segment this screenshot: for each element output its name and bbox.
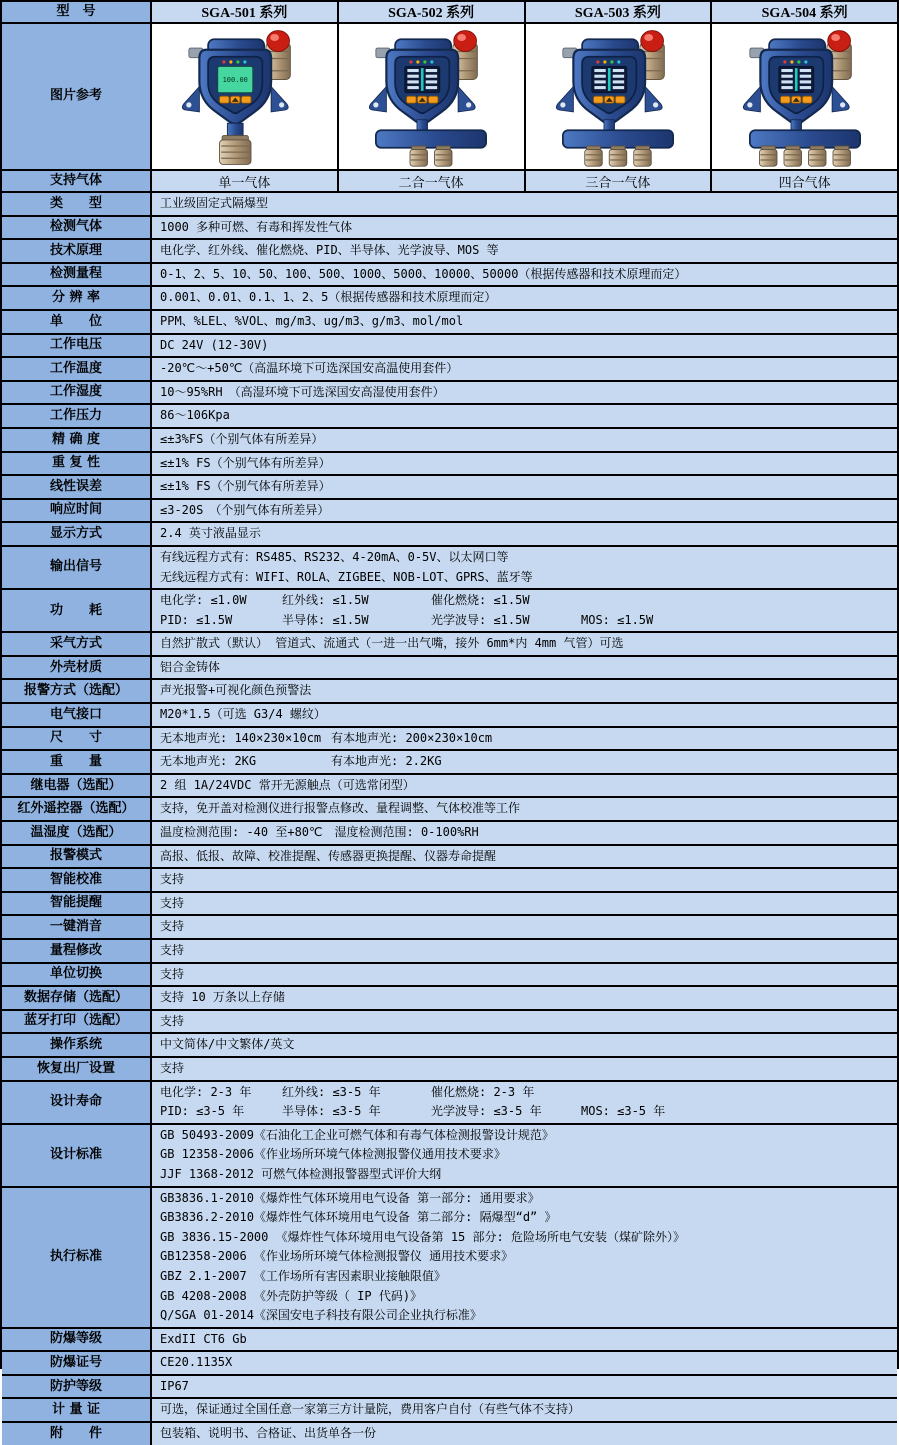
spec-label: 一键消音 [2,916,152,938]
spec-value [152,523,897,545]
spec-label: 单位切换 [2,964,152,986]
spec-value-line: Q/SGA 01-2014《深国安电子科技有限公司企业执行标准》 [160,1308,482,1323]
spec-value-line: 高报、低报、故障、校准提醒、传感器更换提醒、仪器寿命提醒 [160,848,497,863]
product-image-sga-501 [152,24,339,169]
spec-row [2,775,897,799]
spec-value-line: DC 24V (12-30V) [160,337,269,352]
spec-row [2,1399,897,1423]
spec-value-line: 2.4 英寸液晶显示 [160,526,261,541]
model-header-label: 型 号 [2,2,152,22]
spec-value-segment: 无本地声光: 140×230×10cm [160,730,322,745]
spec-value-line [160,729,893,749]
spec-row [2,1188,897,1329]
model-header-sga-504: SGA-504 系列 [712,2,897,22]
spec-label: 重 量 [2,751,152,773]
spec-label: 功 耗 [2,590,152,631]
spec-value [152,822,897,844]
supported-gas-sga-504: 四合气体 [712,171,897,191]
spec-value [152,987,897,1009]
spec-value-line [160,611,893,631]
spec-value [152,382,897,404]
spec-value-line [160,752,893,772]
spec-row [2,751,897,775]
gas-detector-illustration [168,27,320,167]
gas-detector-illustration [355,27,507,167]
spec-value-line: 支持 10 万条以上存储 [160,990,285,1005]
spec-label: 设计寿命 [2,1082,152,1123]
model-header-sga-501: SGA-501 系列 [152,2,339,22]
spec-value-segment: MOS: ≤3-5 年 [581,1104,666,1119]
spec-value-segment: PID: ≤1.5W [160,612,233,627]
spec-label: 工作电压 [2,335,152,357]
spec-value [152,1058,897,1080]
spec-label: 检测气体 [2,217,152,239]
spec-value [152,893,897,915]
spec-value [152,798,897,820]
spec-row [2,287,897,311]
spec-row [2,523,897,547]
model-header-row [2,2,897,24]
spec-value [152,964,897,986]
spec-label: 防爆等级 [2,1329,152,1351]
spec-row [2,1329,897,1353]
spec-label: 温湿度（选配） [2,822,152,844]
svg-text:100.00: 100.00 [222,75,249,84]
spec-value [152,311,897,333]
spec-value-line: GB 50493-2009《石油化工企业可燃气体和有毒气体检测报警设计规范》 [160,1127,554,1142]
spec-value-line: 支持 [160,919,185,934]
spec-value-segment: 有本地声光: 200×230×10cm [331,730,493,745]
spec-value [152,476,897,498]
spec-value-segment: 催化燃烧: 2-3 年 [431,1084,535,1099]
spec-row [2,893,897,917]
spec-label: 附 件 [2,1423,152,1445]
spec-value-line: 声光报警+可视化颜色预警法 [160,683,312,698]
spec-label: 操作系统 [2,1034,152,1056]
spec-value-line: 支持 [160,872,185,887]
spec-row [2,1376,897,1400]
spec-label: 单 位 [2,311,152,333]
spec-row [2,704,897,728]
spec-value-line: 温度检测范围: -40 至+80℃ 湿度检测范围: 0-100%RH [160,825,479,840]
spec-value-segment: 催化燃烧: ≤1.5W [431,593,530,608]
model-header-sga-503: SGA-503 系列 [526,2,713,22]
spec-value [152,453,897,475]
spec-label: 恢复出厂设置 [2,1058,152,1080]
spec-value [152,751,897,773]
spec-row [2,217,897,241]
spec-value-segment: MOS: ≤1.5W [581,612,654,627]
spec-value-line: ExdII CT6 Gb [160,1331,247,1346]
spec-row [2,1423,897,1445]
spec-value-line: 自然扩散式（默认） 管道式、流通式（一进一出气嘴，接外 6mm*内 4mm 气管）可选 [160,636,624,651]
spec-label: 工作压力 [2,405,152,427]
spec-value [152,240,897,262]
spec-label: 电气接口 [2,704,152,726]
spec-label: 蓝牙打印（选配） [2,1011,152,1033]
spec-row [2,798,897,822]
spec-label: 工作湿度 [2,382,152,404]
spec-label: 技术原理 [2,240,152,262]
spec-value-segment: 电化学: 2-3 年 [160,1084,252,1099]
spec-row [2,846,897,870]
spec-value-segment: 红外线: ≤3-5 年 [282,1084,381,1099]
spec-rows-container [2,193,897,1445]
spec-value [152,775,897,797]
spec-label: 响应时间 [2,500,152,522]
spec-label: 采气方式 [2,633,152,655]
spec-row [2,590,897,633]
spec-value [152,590,897,631]
spec-value [152,869,897,891]
spec-value-segment: 有本地声光: 2.2KG [331,754,442,769]
spec-value [152,940,897,962]
spec-value-line: 支持 [160,895,185,910]
spec-label: 检测量程 [2,264,152,286]
spec-value [152,500,897,522]
spec-value-line: 2 组 1A/24VDC 常开无源触点（可选常闭型） [160,777,415,792]
spec-value [152,1423,897,1445]
spec-value-segment: 半导体: ≤3-5 年 [282,1104,381,1119]
spec-label: 报警模式 [2,846,152,868]
spec-row [2,869,897,893]
spec-row [2,657,897,681]
spec-label: 报警方式（选配） [2,680,152,702]
spec-value-line [160,591,893,611]
spec-value-line: ≤±3%FS（个别气体有所差异） [160,431,324,446]
spec-row [2,987,897,1011]
spec-label: 防爆证号 [2,1352,152,1374]
product-image-label: 图片参考 [2,24,152,169]
spec-value [152,1329,897,1351]
spec-value-line: PPM、%LEL、%VOL、mg/m3、ug/m3、g/m3、mol/mol [160,313,464,328]
spec-value-line [160,1083,893,1103]
spec-row [2,822,897,846]
spec-value-line: M20*1.5（可选 G3/4 螺纹） [160,707,326,722]
spec-value-line: JJF 1368-2012 可燃气体检测报警器型式评价大纲 [160,1166,442,1181]
spec-value-line: 包装箱、说明书、合格证、出货单各一份 [160,1426,377,1441]
spec-value-line: 支持 [160,966,185,981]
spec-value-line: 可选，保证通过全国任意一家第三方计量院，费用客户自付（有些气体不支持） [160,1402,581,1417]
spec-value-line: ≤±1% FS（个别气体有所差异） [160,455,331,470]
spec-value-segment: 红外线: ≤1.5W [282,593,369,608]
spec-value [152,657,897,679]
spec-row [2,1011,897,1035]
supported-gas-sga-503: 三合一气体 [526,171,713,191]
spec-row [2,476,897,500]
spec-value [152,704,897,726]
spec-row [2,382,897,406]
spec-value [152,287,897,309]
spec-row [2,1082,897,1125]
spec-label: 输出信号 [2,547,152,588]
spec-value-line: 支持，免开盖对检测仪进行报警点修改、量程调整、气体校准等工作 [160,801,521,816]
spec-label: 精 确 度 [2,429,152,451]
product-image-sga-504 [712,24,897,169]
spec-label: 重 复 性 [2,453,152,475]
spec-label: 防护等级 [2,1376,152,1398]
spec-value [152,335,897,357]
spec-value [152,1034,897,1056]
spec-label: 智能校准 [2,869,152,891]
spec-value-line: 0.001、0.01、0.1、1、2、5（根据传感器和技术原理而定） [160,290,497,305]
spec-value-line: 10～95%RH （高湿环境下可选深国安高湿使用套件） [160,384,445,399]
spec-row [2,405,897,429]
spec-label: 分 辨 率 [2,287,152,309]
spec-row [2,264,897,288]
supported-gas-label: 支持气体 [2,171,152,191]
spec-value [152,1125,897,1186]
spec-value [152,1011,897,1033]
spec-row [2,500,897,524]
spec-value-line: 支持 [160,1013,185,1028]
product-image-sga-503 [526,24,713,169]
spec-value-segment: 光学波导: ≤1.5W [431,612,530,627]
spec-value-line: GB 12358-2006《作业场所环境气体检测报警仪通用技术要求》 [160,1147,506,1162]
product-image-row [2,24,897,171]
spec-value-line: GBZ 2.1-2007 《工作场所有害因素职业接触限值》 [160,1268,446,1283]
spec-label: 红外遥控器（选配） [2,798,152,820]
spec-row [2,311,897,335]
spec-label: 数据存储（选配） [2,987,152,1009]
spec-value [152,405,897,427]
spec-label: 设计标准 [2,1125,152,1186]
spec-value [152,1082,897,1123]
spec-value-line: 支持 [160,943,185,957]
spec-label: 继电器（选配） [2,775,152,797]
spec-label: 线性误差 [2,476,152,498]
spec-row [2,547,897,590]
spec-value-line: GB3836.2-2010《爆炸性气体环境用电气设备 第二部分: 隔爆型“d” 》 [160,1210,557,1225]
spec-value [152,846,897,868]
spec-value [152,547,897,588]
spec-value-line: 0-1、2、5、10、50、100、500、1000、5000、10000、50000（根据传感器和技术原理而定） [160,266,687,281]
spec-value-line: GB 3836.15-2000 《爆炸性气体环境用电气设备第 15 部分: 危险场所电气安装（煤矿除外）》 [160,1229,685,1244]
spec-row [2,335,897,359]
spec-value-segment: PID: ≤3-5 年 [160,1104,245,1119]
spec-label: 智能提醒 [2,893,152,915]
spec-value-line: GB 4208-2008 《外壳防护等级（ IP 代码)》 [160,1288,423,1303]
spec-value-line: 工业级固定式隔爆型 [160,196,269,210]
spec-label: 显示方式 [2,523,152,545]
spec-value-line: 有线远程方式有：RS485、RS232、4-20mA、0-5V、以太网口等 [160,549,509,564]
spec-row [2,940,897,964]
spec-value [152,358,897,380]
spec-row [2,358,897,382]
spec-value [152,264,897,286]
spec-value-segment: 电化学: ≤1.0W [160,593,247,608]
spec-value-line: GB12358-2006 《作业场所环境气体检测报警仪 通用技术要求》 [160,1249,514,1264]
product-image-sga-502 [339,24,526,169]
supported-gas-sga-501: 单一气体 [152,171,339,191]
spec-row [2,633,897,657]
spec-label: 外壳材质 [2,657,152,679]
spec-value-line: IP67 [160,1378,189,1393]
spec-value [152,429,897,451]
spec-row [2,240,897,264]
spec-row [2,1352,897,1376]
spec-row [2,193,897,217]
gas-detector-illustration [729,27,881,167]
spec-value [152,217,897,239]
spec-label: 类 型 [2,193,152,215]
supported-gas-sga-502: 二合一气体 [339,171,526,191]
spec-value-line: 无线远程方式有：WIFI、ROLA、ZIGBEE、NOB-LOT、GPRS、蓝牙等 [160,569,533,584]
spec-value [152,728,897,750]
spec-row [2,728,897,752]
spec-label: 计 量 证 [2,1399,152,1421]
spec-row [2,1125,897,1188]
spec-value [152,680,897,702]
spec-value [152,633,897,655]
spec-value-line: 1000 多种可燃、有毒和挥发性气体 [160,219,353,234]
spec-value-line: GB3836.1-2010《爆炸性气体环境用电气设备 第一部分: 通用要求》 [160,1190,540,1205]
spec-label: 量程修改 [2,940,152,962]
spec-value-line: ≤3-20S （个别气体有所差异） [160,502,330,517]
spec-label: 执行标准 [2,1188,152,1327]
spec-row [2,1034,897,1058]
spec-label: 工作温度 [2,358,152,380]
spec-value-segment: 无本地声光: 2KG [160,754,257,769]
spec-label: 尺 寸 [2,728,152,750]
spec-value [152,1376,897,1398]
spec-value [152,1352,897,1374]
spec-value-line: 铝合金铸体 [160,659,221,674]
spec-value-line: ≤±1% FS（个别气体有所差异） [160,479,331,494]
spec-value-line: 中文简体/中文繁体/英文 [160,1037,295,1052]
spec-value [152,1399,897,1421]
spec-row [2,916,897,940]
supported-gas-row [2,171,897,193]
model-header-sga-502: SGA-502 系列 [339,2,526,22]
spec-value-line [160,1102,893,1122]
spec-value-line: 电化学、红外线、催化燃烧、PID、半导体、光学波导、MOS 等 [160,243,499,258]
spec-value-line: -20℃～+50℃（高温环境下可选深国安高温使用套件） [160,361,459,376]
spec-value-segment: 半导体: ≤1.5W [282,612,369,627]
spec-value-line: CE20.1135X [160,1355,233,1370]
spec-row [2,1058,897,1082]
spec-value-line: 支持 [160,1060,185,1075]
spec-value [152,193,897,215]
gas-detector-illustration [542,27,694,167]
spec-row [2,964,897,988]
spec-value [152,1188,897,1327]
spec-value [152,916,897,938]
spec-value-line: 86～106Kpa [160,408,230,423]
spec-row [2,680,897,704]
spec-row [2,453,897,477]
spec-row [2,429,897,453]
spec-value-segment: 光学波导: ≤3-5 年 [431,1104,542,1119]
